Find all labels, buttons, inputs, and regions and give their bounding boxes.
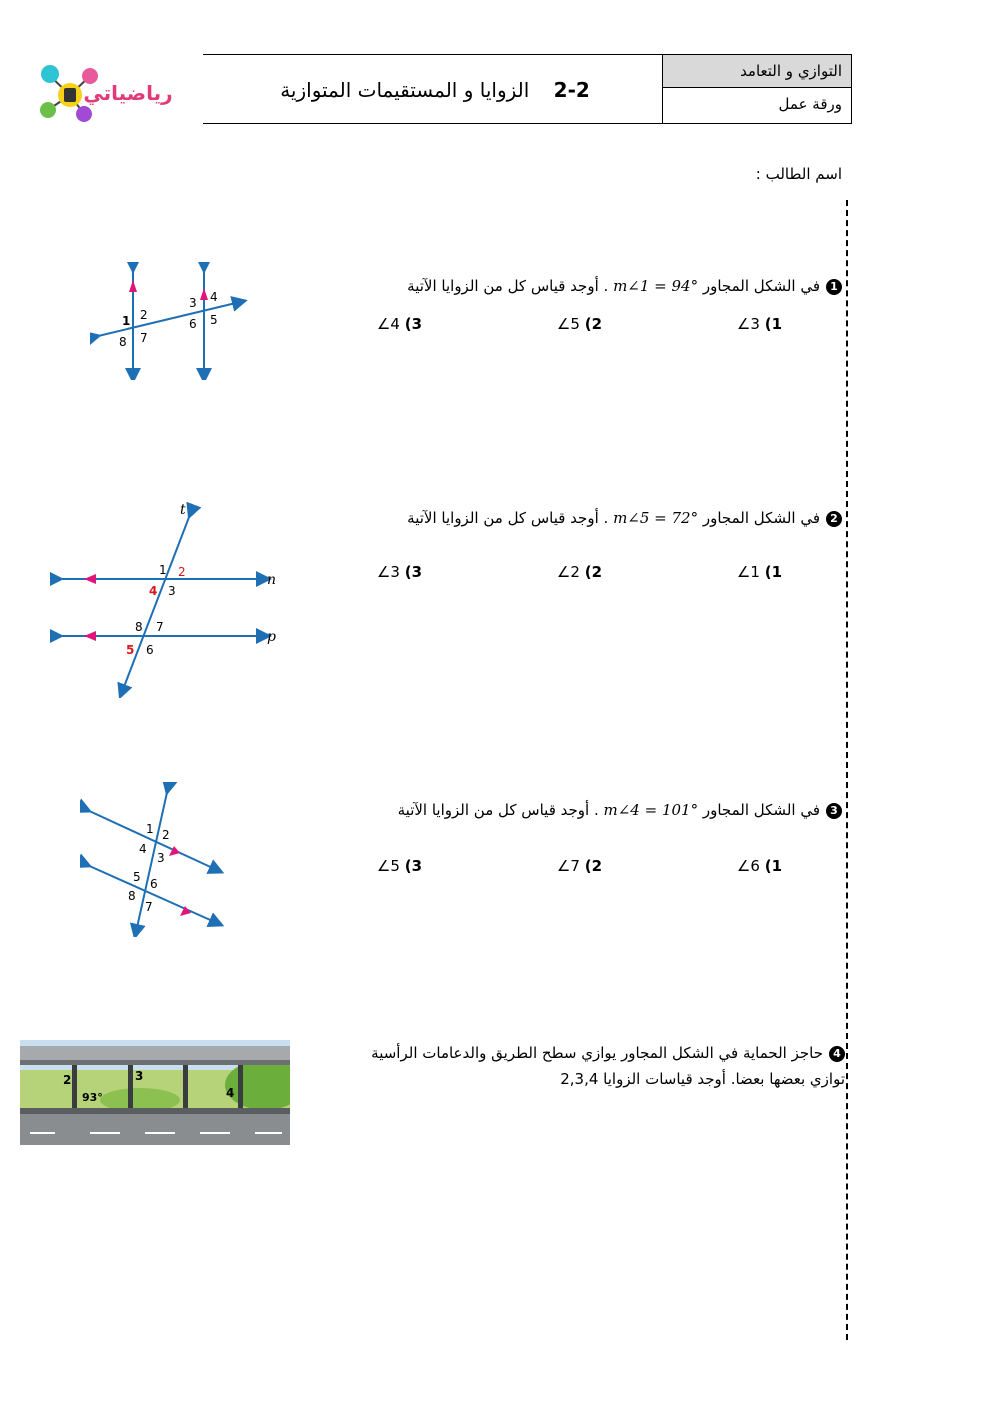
q2-label-t: t — [180, 502, 186, 518]
q1-part-1: 1) ∠3 — [736, 315, 782, 333]
q1-figure — [90, 262, 250, 380]
header-divider — [662, 54, 663, 124]
question-1-number: 1 — [826, 279, 842, 295]
dashed-margin-line — [846, 200, 848, 1340]
q1-label-2: 2 — [140, 308, 148, 322]
q4-line-2: توازي بعضها بعضا. أوجد قياسات الزوايا 2,3,4 — [560, 1070, 845, 1088]
q4-label-4: 4 — [226, 1086, 235, 1100]
q2-text-before: في الشكل المجاور — [702, 509, 820, 527]
q3-part-1: 1) ∠6 — [736, 857, 782, 875]
logo-text: رياضياتي — [83, 81, 173, 105]
q2-label-5: 5 — [126, 643, 135, 657]
q2-given: m∠5 = 72° — [613, 509, 699, 527]
sheet-type: ورقة عمل — [778, 95, 842, 113]
q1-label-8: 8 — [119, 335, 127, 349]
q1-label-6: 6 — [189, 317, 197, 331]
question-4-number: 4 — [829, 1046, 845, 1062]
q3-label-7: 7 — [145, 900, 153, 914]
lesson-title-text: الزوايا و المستقيمات المتوازية — [280, 78, 530, 102]
question-3 — [398, 801, 842, 819]
logo — [30, 58, 175, 128]
q3-label-3: 3 — [157, 851, 165, 865]
unit-title: التوازي و التعامد — [740, 62, 842, 80]
q2-figure — [50, 498, 285, 698]
q1-part-3: 3) ∠4 — [376, 315, 422, 333]
header-mid-line — [663, 87, 851, 88]
q4-line-1: 4حاجز الحماية في الشكل المجاور يوازي سطح الطريق والدعامات الرأسية — [300, 1040, 845, 1066]
q1-label-7: 7 — [140, 331, 148, 345]
q4-guardrail-picture — [20, 1040, 290, 1145]
q1-text-after: . أوجد قياس كل من الزوايا الآتية — [407, 277, 609, 295]
q1-label-3: 3 — [189, 296, 197, 310]
student-name-label: اسم الطالب : — [755, 165, 842, 183]
q3-label-5: 5 — [133, 870, 141, 884]
question-1 — [407, 277, 842, 295]
q1-given: m∠1 = 94° — [613, 277, 699, 295]
q3-label-6: 6 — [150, 877, 158, 891]
lesson-title — [270, 78, 600, 102]
q3-text-after: . أوجد قياس كل من الزوايا الآتية — [397, 801, 599, 819]
q3-label-8: 8 — [128, 889, 136, 903]
q4-label-2: 2 — [63, 1073, 72, 1087]
q4-label-angle: 93° — [82, 1091, 103, 1104]
question-4 — [300, 1040, 845, 1092]
question-3-number: 3 — [826, 803, 842, 819]
q1-label-4: 4 — [210, 290, 218, 304]
q1-label-1: 1 — [122, 314, 131, 328]
q3-text-before: في الشكل المجاور — [702, 801, 820, 819]
q2-label-3: 3 — [168, 584, 176, 598]
q2-label-2: 2 — [178, 565, 186, 579]
q2-part-3: 3) ∠3 — [376, 563, 422, 581]
q1-label-5: 5 — [210, 313, 218, 327]
lesson-number: 2-2 — [553, 78, 590, 102]
q2-label-7: 7 — [156, 620, 164, 634]
q3-label-2: 2 — [162, 828, 170, 842]
q3-label-1: 1 — [146, 822, 154, 836]
q2-label-4: 4 — [149, 584, 158, 598]
q2-label-p: p — [267, 629, 276, 645]
q2-label-6: 6 — [146, 643, 154, 657]
q2-label-n: n — [267, 572, 277, 588]
header-border-top — [203, 54, 851, 55]
q2-text-after: . أوجد قياس كل من الزوايا الآتية — [407, 509, 609, 527]
q3-label-4: 4 — [139, 842, 147, 856]
q1-text-before: في الشكل المجاور — [702, 277, 820, 295]
q3-part-2: 2) ∠7 — [556, 857, 602, 875]
header-border-bottom — [203, 123, 851, 124]
question-2 — [407, 509, 842, 527]
question-2-number: 2 — [826, 511, 842, 527]
q1-part-2: 2) ∠5 — [556, 315, 602, 333]
q3-given: m∠4 = 101° — [603, 801, 699, 819]
q2-part-1: 1) ∠1 — [736, 563, 782, 581]
q2-part-2: 2) ∠2 — [556, 563, 602, 581]
q2-label-1: 1 — [159, 563, 167, 577]
q3-part-3: 3) ∠5 — [376, 857, 422, 875]
q4-label-3: 3 — [135, 1069, 144, 1083]
q3-figure — [80, 782, 225, 937]
q2-label-8: 8 — [135, 620, 143, 634]
header-border-right — [851, 54, 852, 124]
